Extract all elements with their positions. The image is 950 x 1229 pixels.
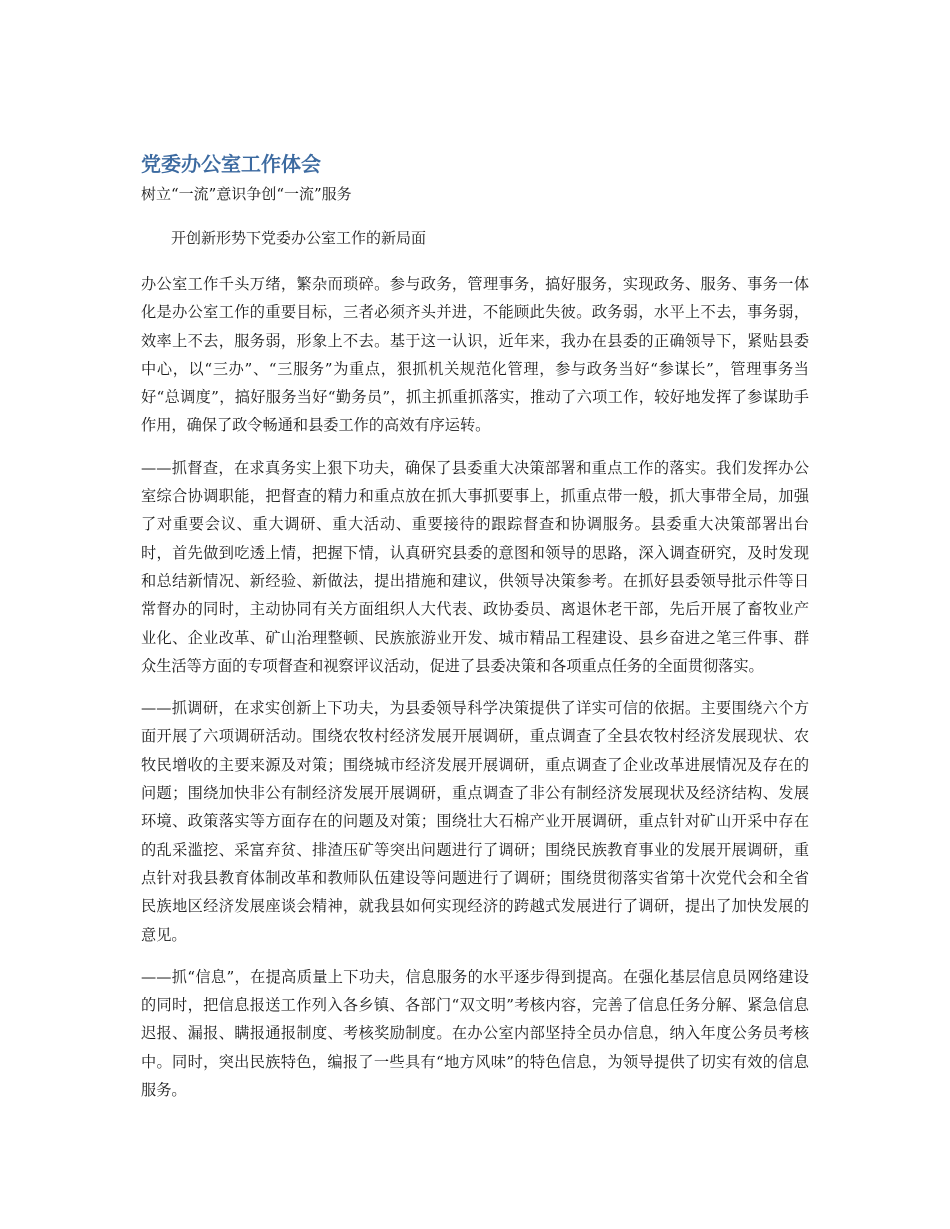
paragraph-information: ——抓“信息”，在提高质量上下功夫，信息服务的水平逐步得到提高。在强化基层信息员网络建设的同时，把信息报送工作列入各乡镇、各部门“双文明”考核内容，完善了信息任务分解、紧急信息迟报、漏报、瞒报通报制度、考核奖励制度。在办公室内部坚持全员办信息，纳入年度公务员考核中。同时，突出民族特色，编报了一些具有“地方风味”的特色信息，为领导提供了切实有效的信息服务。: [141, 967, 809, 1100]
document-page: [141, 150, 809, 1104]
document-subtitle: 树立“一流”意识争创“一流”服务: [141, 185, 352, 203]
paragraph-intro: 办公室工作千头万绪，繁杂而琐碎。参与政务，管理事务，搞好服务，实现政务、服务、事务一体化是办公室工作的重要目标，三者必须齐头并进，不能顾此失彼。政务弱，水平上不去，事务弱，效率上不去，服务弱，形象上不去。基于这一认识，近年来，我办在县委的正确领导下，紧贴县委中心，以“三办”、“三服务”为重点，狠抓机关规范化管理，参与政务当好“参谋长”，管理事务当好“总调度”，搞好服务当好“勤务员”，抓主抓重抓落实，推动了六项工作，较好地发挥了参谋助手作用，确保了政令畅通和县委工作的高效有序运转。: [141, 275, 809, 435]
paragraph-research: ——抓调研，在求实创新上下功夫，为县委领导科学决策提供了详实可信的依据。主要围绕六个方面开展了六项调研活动。围绕农牧村经济发展开展调研，重点调查了全县农牧村经济发展现状、农牧民增收的主要来源及对策；围绕城市经济发展开展调研，重点调查了企业改革进展情况及存在的问题；围绕加快非公有制经济发展开展调研，重点调查了非公有制经济发展现状及经济结构、发展环境、政策落实等方面存在的问题及对策；围绕壮大石棉产业开展调研，重点针对矿山开采中存在的乱采滥挖、采富弃贫、排渣压矿等突出问题进行了调研；围绕民族教育事业的发展开展调研，重点针对我县教育体制改革和教师队伍建设等问题进行了调研；围绕贯彻落实省第十次党代会和全省民族地区经济发展座谈会精神，就我县如何实现经济的跨越式发展进行了调研，提出了加快发展的意见。: [141, 699, 809, 944]
document-title: 党委办公室工作体会: [141, 152, 321, 176]
paragraph-supervision: ——抓督查，在求真务实上狠下功夫，确保了县委重大决策部署和重点工作的落实。我们发挥办公室综合协调职能，把督查的精力和重点放在抓大事抓要事上，抓重点带一般，抓大事带全局，加强了对重要会议、重大调研、重大活动、重要接待的跟踪督查和协调服务。县委重大决策部署出台时，首先做到吃透上情，把握下情，认真研究县委的意图和领导的思路，深入调查研究，及时发现和总结新情况、新经验、新做法，提出措施和建议，供领导决策参考。在抓好县委领导批示件等日常督办的同时，主动协同有关方面组织人大代表、政协委员、离退休老干部，先后开展了畜牧业产业化、企业改革、矿山治理整顿、民族旅游业开发、城市精品工程建设、县乡奋进之笔三件事、群众生活等方面的专项督查和视察评议活动，促进了县委决策和各项重点任务的全面贯彻落实。: [141, 458, 809, 675]
section-heading: 开创新形势下党委办公室工作的新局面: [171, 229, 427, 247]
